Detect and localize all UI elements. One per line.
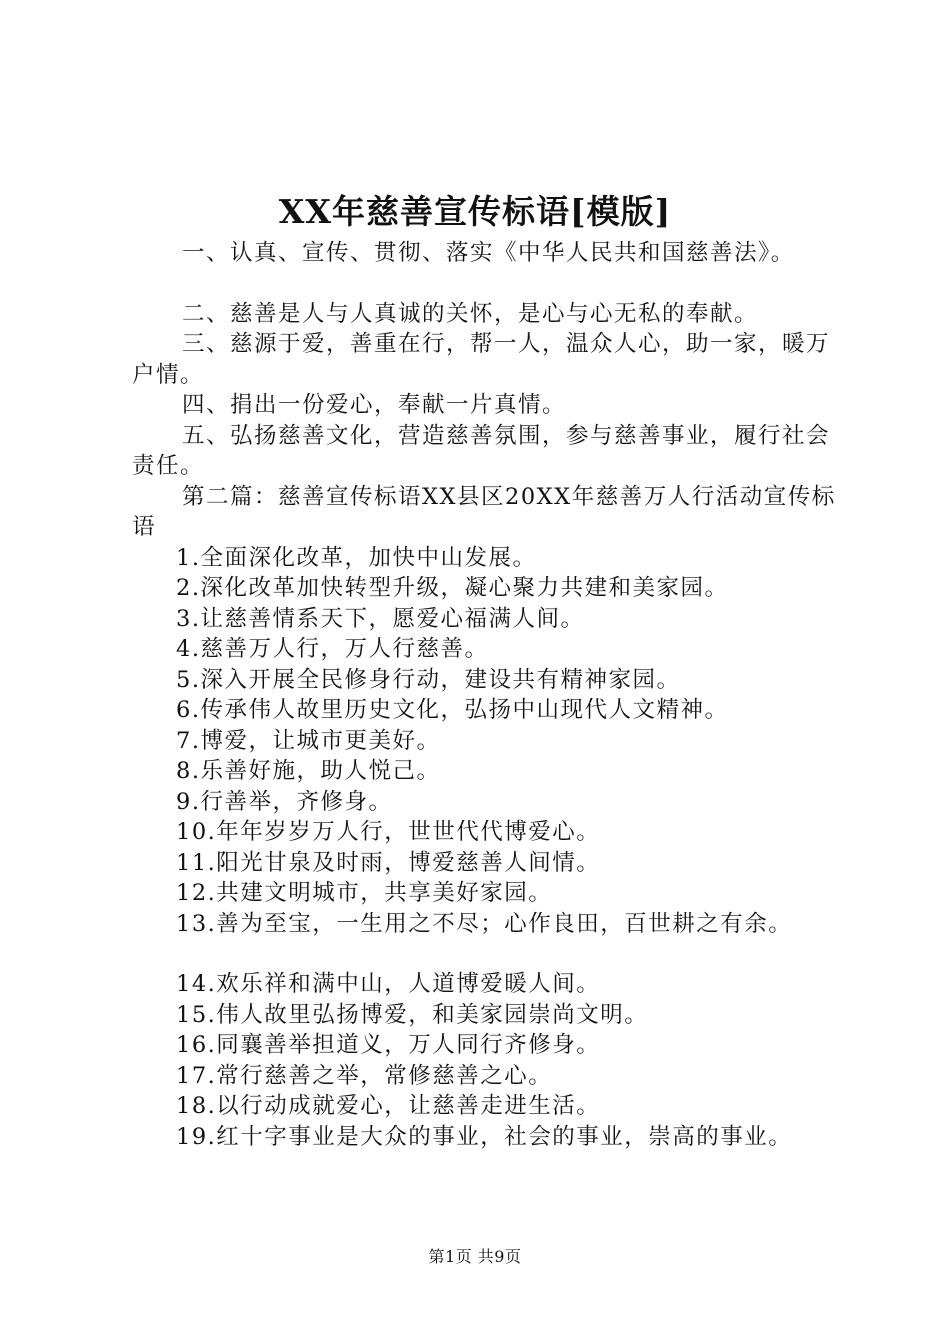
slogan-item: 2.深化改革加快转型升级，凝心聚力共建和美家园。 — [176, 575, 729, 601]
paragraph-2: 二、慈善是人与人真诚的关怀，是心与心无私的奉献。 — [182, 300, 759, 327]
paragraph-gap — [132, 269, 852, 299]
slogan-item: 10.年年岁岁万人行，世世代代博爱心。 — [176, 819, 601, 845]
slogan-item: 7.博爱，让城市更美好。 — [176, 727, 441, 754]
slogan-item: 1.全面深化改革，加快中山发展。 — [176, 544, 537, 571]
slogan-item: 4.慈善万人行，万人行慈善。 — [176, 636, 489, 662]
paragraph-4: 四、捐出一份爱心，奉献一片真情。 — [182, 392, 567, 418]
slogan-item: 18.以行动成就爱心，让慈善走进生活。 — [176, 1093, 601, 1119]
paragraph-gap — [132, 939, 852, 969]
slogan-item: 9.行善举，齐修身。 — [176, 788, 393, 815]
paragraph-3: 三、慈源于爱，善重在行，帮一人，温众人心，助一家，暖万户情。 — [132, 331, 831, 388]
slogan-item: 5.深入开展全民修身行动，建设共有精神家园。 — [176, 666, 681, 693]
slogan-item: 12.共建文明城市，共享美好家园。 — [176, 880, 553, 906]
document-title: XX年慈善宣传标语[模版] — [278, 192, 672, 231]
slogan-item: 13.善为至宝，一生用之不尽；心作良田，百世耕之有余。 — [176, 910, 793, 937]
page-footer: 第1页 共9页 — [428, 1247, 522, 1266]
paragraph-5: 五、弘扬慈善文化，营造慈善氛围，参与慈善事业，履行社会责任。 — [132, 422, 831, 479]
paragraph-1: 一、认真、宣传、贯彻、落实《中华人民共和国慈善法》。 — [182, 240, 795, 266]
slogan-item: 11.阳光甘泉及时雨，博爱慈善人间情。 — [176, 849, 601, 876]
slogan-item: 15.伟人故里弘扬博爱，和美家园崇尚文明。 — [176, 1001, 649, 1028]
slogan-item: 6.传承伟人故里历史文化，弘扬中山现代人文精神。 — [176, 697, 729, 723]
slogan-item: 14.欢乐祥和满中山，人道博爱暖人间。 — [176, 971, 601, 997]
slogan-item: 3.让慈善情系天下，愿爱心福满人间。 — [176, 605, 585, 632]
slogan-item: 17.常行慈善之举，常修慈善之心。 — [176, 1062, 553, 1089]
slogan-item: 16.同襄善举担道义，万人同行齐修身。 — [176, 1032, 601, 1058]
document-body — [132, 238, 852, 1152]
section-heading-2: 第二篇：慈善宣传标语XX县区20XX年慈善万人行活动宣传标语 — [132, 483, 836, 540]
slogan-item: 19.红十字事业是大众的事业，社会的事业，崇高的事业。 — [176, 1123, 793, 1150]
slogan-item: 8.乐善好施，助人悦己。 — [176, 758, 441, 784]
